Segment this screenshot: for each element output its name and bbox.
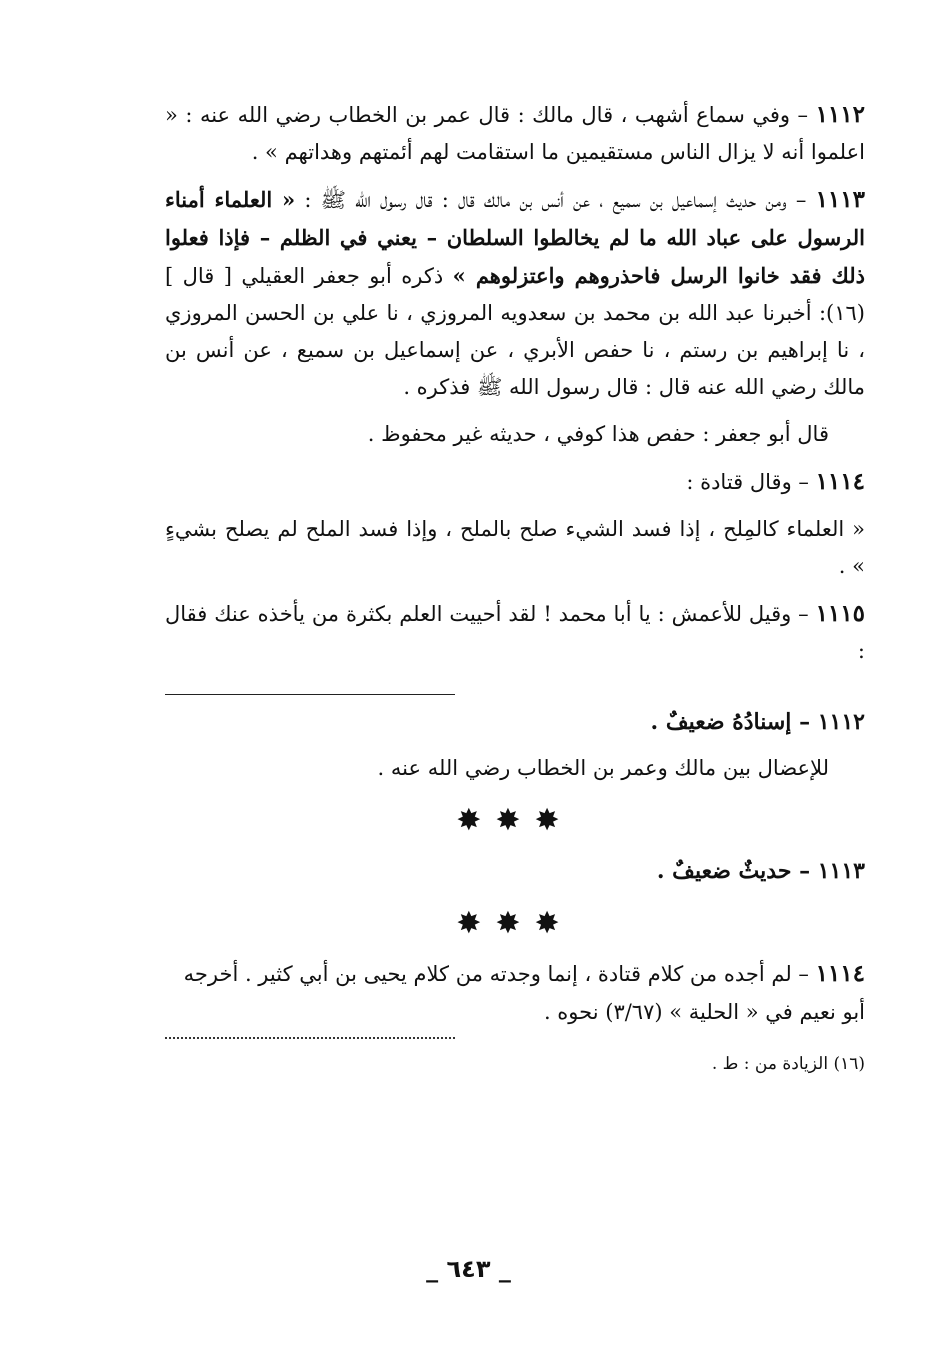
footnote: (١٦) الزيادة من : ط .: [711, 1054, 865, 1074]
entry-1113: [165, 181, 865, 406]
entry-number: ١١١٥: [815, 600, 865, 627]
entry-1115: [165, 595, 865, 670]
entry-text: – وقال قتادة :: [686, 470, 816, 494]
entry-text: – ومن حديث إسماعيل بن سميع ، عن أنس بن مالك قال : قال رسول الله ﷺ :: [304, 188, 816, 212]
entry-1112: [165, 96, 865, 171]
note-1112-body: للإعضال بين مالك وعمر بن الخطاب رضي الله عنه .: [377, 756, 829, 780]
entry-number: ١١١٢: [815, 101, 865, 128]
entry-number: ١١١٤: [815, 468, 865, 495]
stars-separator: ✸✸✸: [456, 906, 574, 941]
entry-1114-quote: « العلماء كالمِلح ، إذا فسد الشيء صلح بالملح ، وإذا فسد الملح لم يصلح بشيءٍ » .: [165, 517, 865, 578]
stars-separator: ✸✸✸: [456, 803, 574, 838]
entry-isnad: ذكره أبو جعفر العقيلي [ قال ](١٦): أخبرنا عبد الله بن محمد بن سعدويه المروزي ، نا علي بن الحسن المروزي ، نا إبراهيم بن رستم ، نا حفص الأبري ، عن إسماعيل بن سميع ، عن أنس بن مالك رضي الله عنه قال : قال رسول الله ﷺ فذكره .: [165, 264, 865, 399]
entry-1113-closing: قال أبو جعفر : حفص هذا كوفي ، حديثه غير محفوظ .: [367, 422, 829, 446]
entry-text: – وقيل للأعمش : يا أبا محمد ! لقد أحييت العلم بكثرة من يأخذه عنك فقال :: [165, 602, 865, 663]
note-text: – لم أجده من كلام قتادة ، إنما وجدته من كلام يحيى بن أبي كثير . أخرجه أبو نعيم في « الحلية » (٣/٦٧) نحوه .: [183, 962, 865, 1024]
entry-number: ١١١٣: [815, 186, 865, 213]
note-1112-head: ١١١٢ – إسنادُهُ ضعيفٌ .: [650, 709, 865, 735]
page-number: _ ٦٤٣ _: [426, 1255, 511, 1283]
hadith-quote: « العلماء أمناء الرسول على عباد الله ما لم يخالطوا السلطان – يعني في الظلم – فإذا فعلوا ذلك فقد خانوا الرسل فاحذروهم واعتزلوهم »: [165, 187, 865, 288]
entry-1114: [165, 463, 865, 501]
note-1113-head: ١١١٣ – حديثٌ ضعيفٌ .: [656, 858, 865, 884]
note-number: ١١١٤: [815, 960, 865, 987]
entry-text: – وفي سماع أشهب ، قال مالك : قال عمر بن الخطاب رضي الله عنه : « اعلموا أنه لا يزال الناس مستقيمين ما استقامت لهم أئمتهم وهداتهم » .: [165, 103, 865, 164]
note-1114: [165, 955, 865, 1031]
page-body: [165, 96, 865, 1079]
notes-divider: [165, 694, 455, 695]
footnote-divider: [165, 1031, 455, 1039]
